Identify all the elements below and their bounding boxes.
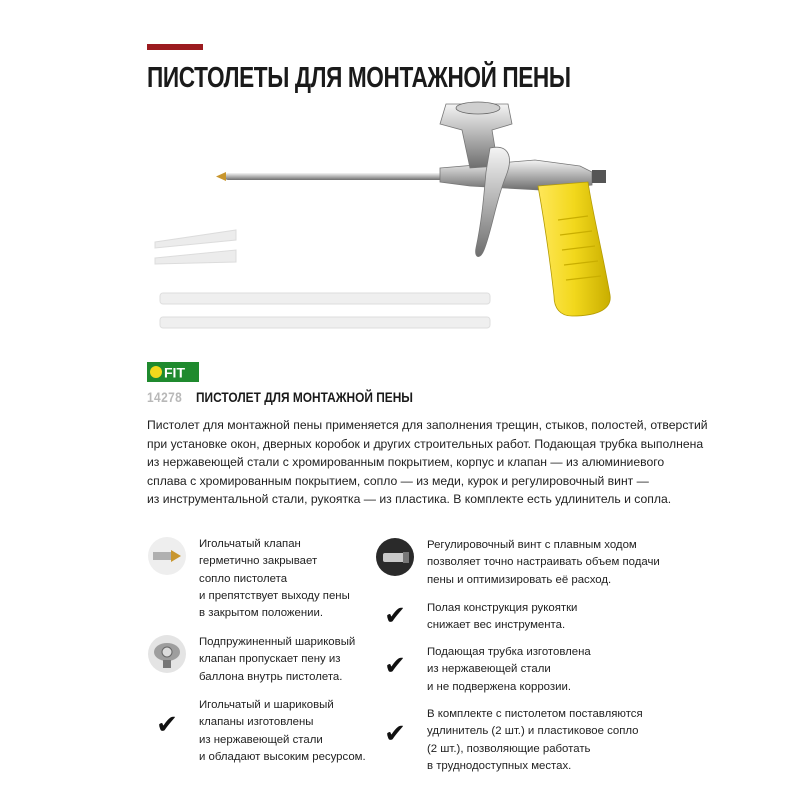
adjusting-screw: [592, 170, 606, 183]
brass-tip-icon: [216, 172, 226, 181]
feature-line: Игольчатый клапан: [199, 538, 301, 550]
feature-line: позволяет точно настраивать объем подачи: [427, 556, 660, 569]
ball-valve-icon: [147, 634, 187, 674]
plastic-nozzle: [155, 250, 236, 264]
page-title: ПИСТОЛЕТЫ ДЛЯ МОНТАЖНОЙ ПЕНЫ: [147, 62, 571, 94]
fit-logo: [147, 362, 199, 382]
description-line: сплава с хромированным покрытием, сопло — из меди, курок и регулировочный винт —: [147, 473, 649, 488]
feature-line: (2 шт.), позволяющие работать: [427, 742, 591, 755]
foam-gun-illustration: [140, 90, 660, 350]
feature-needle-valve: [147, 536, 350, 622]
adjusting-screw-icon: [375, 537, 415, 577]
feature-line: в закрытом положении.: [199, 607, 324, 620]
feature-line: и обладают высоким ресурсом.: [199, 750, 366, 763]
feature-line: снижает вес инструмента.: [427, 619, 566, 632]
feature-line: сопло пистолета: [199, 572, 288, 585]
feature-line: клапаны изготовлены: [199, 716, 314, 729]
feature-line: клапан пропускает пену из: [199, 653, 341, 666]
needle-valve-icon: [147, 536, 187, 576]
check-icon: ✔: [384, 718, 406, 748]
check-icon: ✔: [156, 709, 178, 739]
feature-line: баллона внутрь пистолета.: [199, 670, 343, 683]
feature-line: герметично закрывает: [199, 555, 318, 568]
check-icon: ✔: [384, 600, 406, 630]
feature-line: и не подвержена коррозии.: [427, 680, 571, 693]
feature-line: удлинитель (2 шт.) и пластиковое сопло: [427, 725, 639, 738]
feature-line: Полая конструкция рукоятки: [427, 602, 578, 614]
accent-bar: [147, 44, 203, 50]
feature-package-contents: [375, 706, 643, 775]
feature-line: Подающая трубка изготовлена: [427, 646, 591, 658]
check-icon: ✔: [384, 650, 406, 680]
feature-stainless-tube: [375, 644, 591, 696]
description-line: из нержавеющей стали с хромированным покрытием, корпус и клапан — из алюминиевого: [147, 455, 665, 470]
feature-adjusting-screw: [375, 537, 660, 589]
feature-line: из нержавеющей стали: [199, 733, 323, 746]
feature-valves-material: [147, 697, 366, 766]
description-line: при установке окон, дверных коробок и других строительных работ. Подающая трубка выполнена: [147, 436, 704, 451]
description-line: из инструментальной стали, рукоятка — из пластика. В комплекте есть удлинитель и сопла.: [147, 492, 672, 507]
feature-line: и препятствует выходу пены: [199, 589, 350, 602]
feature-line: В комплекте с пистолетом поставляются: [427, 708, 643, 720]
feature-line: из нержавеющей стали: [427, 663, 551, 676]
feature-line: Регулировочный винт с плавным ходом: [427, 539, 637, 551]
feature-line: Игольчатый и шариковый: [199, 699, 334, 711]
feature-line: Подпружиненный шариковый: [199, 636, 356, 648]
feature-hollow-handle: [375, 600, 577, 635]
product-name: ПИСТОЛЕТ ДЛЯ МОНТАЖНОЙ ПЕНЫ: [196, 389, 413, 405]
article-number: 14278: [147, 389, 183, 405]
brand-name: FIT: [164, 364, 185, 381]
feature-line: в труднодоступных местах.: [427, 759, 572, 772]
extension-tube: [160, 317, 490, 328]
plastic-nozzle: [155, 230, 236, 248]
extension-tube: [160, 293, 490, 304]
product-description: [147, 416, 708, 509]
feature-line: пены и оптимизировать её расход.: [427, 573, 612, 586]
description-line: Пистолет для монтажной пены применяется для заполнения трещин, стыков, полостей, отверстий: [147, 418, 708, 432]
feature-ball-valve: [147, 634, 355, 686]
